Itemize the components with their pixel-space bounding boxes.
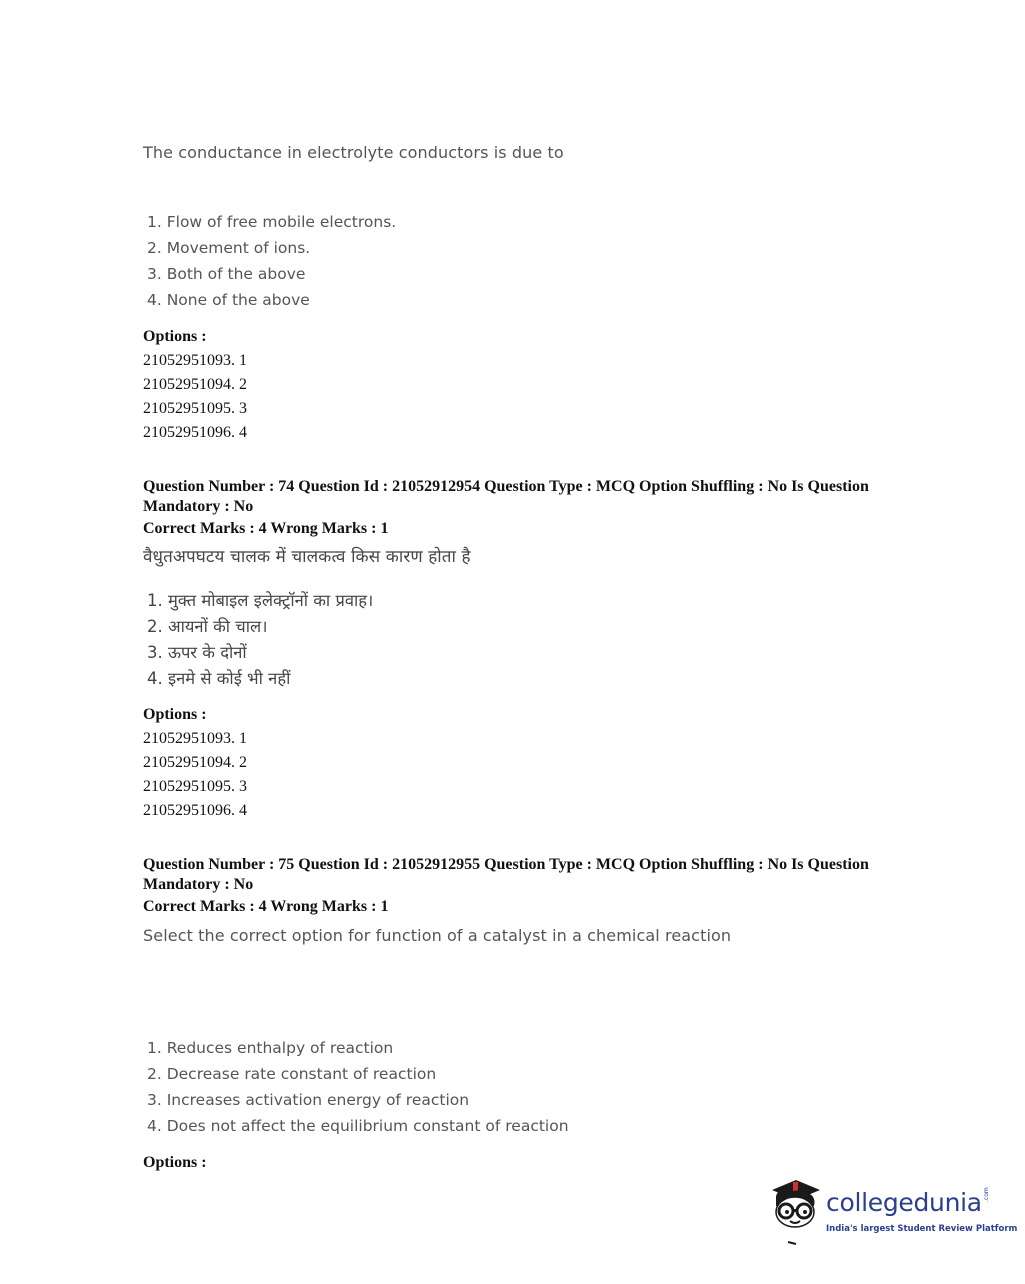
q75-options-label: Options :	[143, 1154, 207, 1171]
q74-option-3: 21052951095. 3	[143, 778, 247, 795]
q73-question-text: The conductance in electrolyte conductors is due to	[143, 143, 564, 162]
q74-choice-3: 3. ऊपर के दोनों	[147, 643, 247, 662]
q73-option-3: 21052951095. 3	[143, 400, 247, 417]
q74-option-2: 21052951094. 2	[143, 754, 247, 771]
q75-marks: Correct Marks : 4 Wrong Marks : 1	[143, 898, 389, 915]
q73-option-4: 21052951096. 4	[143, 424, 247, 441]
q74-options	[143, 727, 247, 823]
q74-choice-4: 4. इनमे से कोई भी नहीं	[147, 669, 291, 688]
logo-suffix: .com	[983, 1187, 990, 1202]
q74-question-text: वैधुतअपघटय चालक में चालकत्व किस कारण होता है	[143, 547, 471, 567]
q75-meta: Question Number : 75 Question Id : 21052912955 Question Type : MCQ Option Shuffling : No Is Question Mandatory : No	[143, 856, 869, 893]
q73-choice-4: 4. None of the above	[147, 291, 310, 309]
q74-meta: Question Number : 74 Question Id : 21052912954 Question Type : MCQ Option Shuffling : No Is Question Mandatory : No	[143, 478, 869, 515]
q75-choices	[147, 1035, 569, 1139]
q73-choice-1: 1. Flow of free mobile electrons.	[147, 213, 397, 231]
logo-wordmark: collegedunia	[826, 1188, 982, 1217]
q73-choice-2: 2. Movement of ions.	[147, 239, 311, 257]
q75-question-text: Select the correct option for function of a catalyst in a chemical reaction	[143, 926, 732, 945]
q73-option-2: 21052951094. 2	[143, 376, 247, 393]
q73-choice-3: 3. Both of the above	[147, 265, 306, 283]
q74-choice-2: 2. आयनों की चाल।	[147, 617, 268, 636]
q73-options-label: Options :	[143, 328, 207, 345]
q75-choice-2: 2. Decrease rate constant of reaction	[147, 1065, 437, 1083]
q74-choice-1: 1. मुक्त मोबाइल इलेक्ट्रॉनों का प्रवाह।	[147, 591, 374, 610]
q73-choices	[147, 209, 396, 313]
collegedunia-logo	[766, 1176, 1018, 1248]
q74-choices	[147, 588, 373, 692]
q73-options	[143, 349, 247, 445]
q74-marks: Correct Marks : 4 Wrong Marks : 1	[143, 520, 389, 537]
logo-tagline: India's largest Student Review Platform	[826, 1224, 1018, 1234]
q74-options-label: Options :	[143, 706, 207, 723]
q75-choice-4: 4. Does not affect the equilibrium constant of reaction	[147, 1117, 569, 1135]
q75-choice-1: 1. Reduces enthalpy of reaction	[147, 1039, 394, 1057]
q75-choice-3: 3. Increases activation energy of reaction	[147, 1091, 470, 1109]
q74-option-1: 21052951093. 1	[143, 730, 247, 747]
q74-option-4: 21052951096. 4	[143, 802, 247, 819]
q73-option-1: 21052951093. 1	[143, 352, 247, 369]
mascot-icon	[766, 1176, 824, 1248]
